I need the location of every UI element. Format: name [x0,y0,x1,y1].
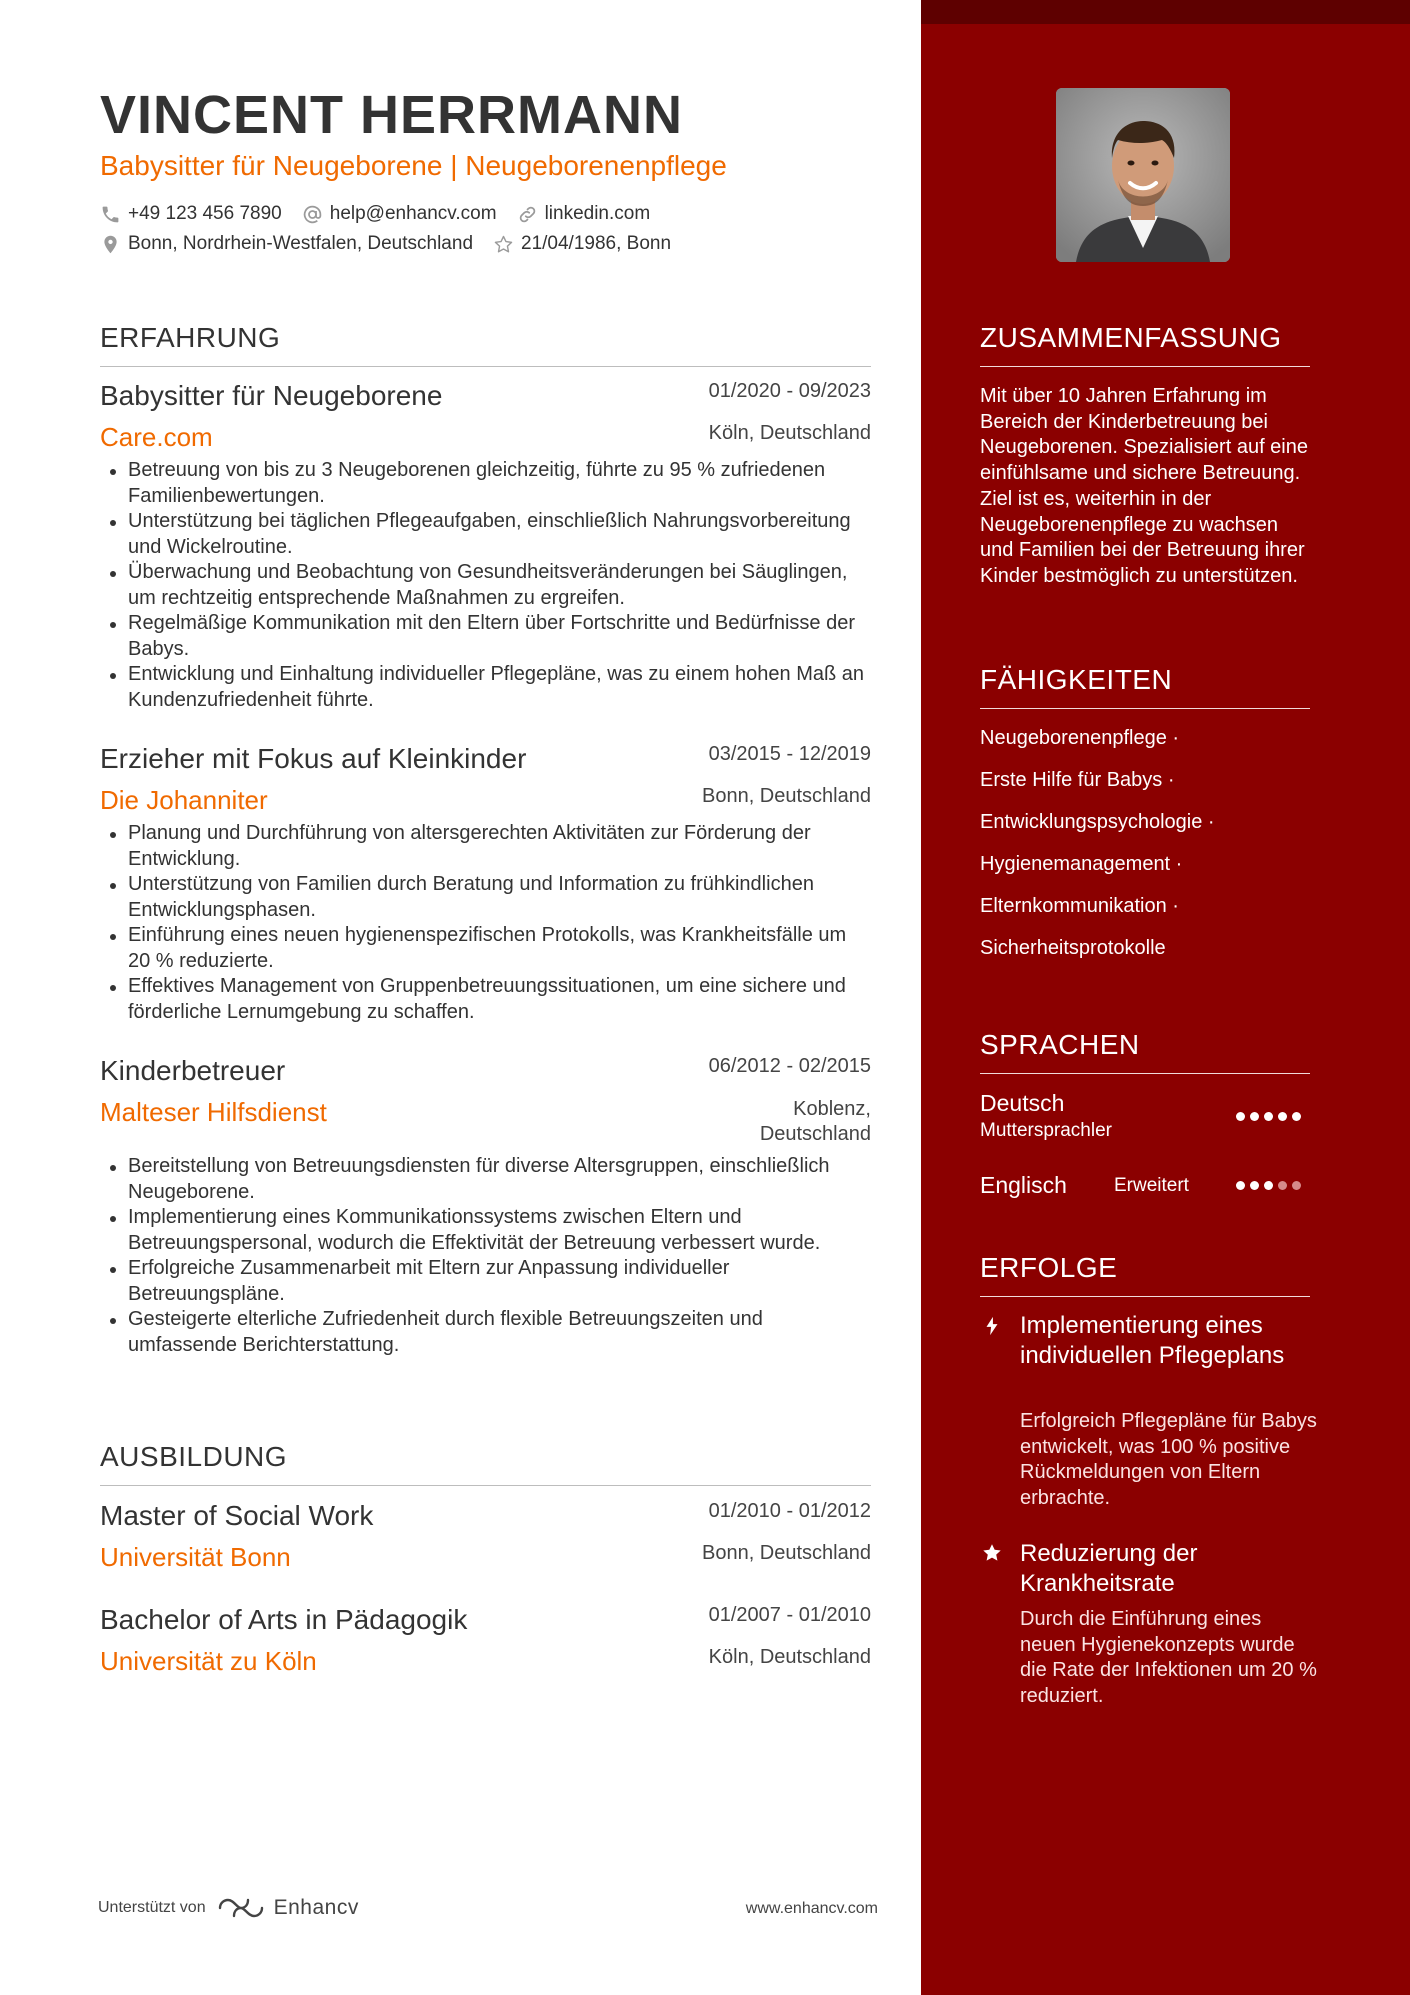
footer-website[interactable]: www.enhancv.com [745,1900,878,1917]
language-rating [1236,1112,1306,1121]
at-icon [302,204,323,225]
star-icon [981,1542,1003,1564]
education-section-title: AUSBILDUNG [100,1441,871,1486]
phone-icon [100,204,121,225]
star-outline-icon [493,234,514,255]
linkedin-text: linkedin.com [544,203,651,224]
job-bullet: Unterstützung von Familien durch Beratung und Information zu frühkindlichen Entwicklungsphasen. [100,872,871,923]
job-company: Malteser Hilfsdienst [100,1097,327,1127]
job-bullet: Überwachung und Beobachtung von Gesundheitsveränderungen bei Säuglingen, um rechtzeitig entsprechende Maßnahmen zu ergreifen. [100,560,871,611]
language-name: Deutsch [980,1090,1065,1116]
degree-title: Master of Social Work [100,1500,374,1531]
skill-item: Neugeborenenpflege · [980,727,1180,749]
achievement-title: Implementierung eines individuellen Pflegeplans [1020,1312,1285,1369]
achievements-section-title: ERFOLGE [980,1252,1310,1297]
skills-section-title: FÄHIGKEITEN [980,664,1310,709]
profile-photo-image [1056,88,1230,262]
achievement-title: Reduzierung der Krankheitsrate [1020,1540,1198,1597]
language-name: Englisch [980,1172,1067,1198]
enhancv-logo-icon [216,1895,266,1921]
sidebar-top-band [921,0,1410,24]
job-2 [100,743,871,1025]
job-bullet: Betreuung von bis zu 3 Neugeborenen gleichzeitig, führte zu 95 % zufriedenen Familienbewertungen. [100,458,871,509]
school-location: Bonn, Deutschland [701,1542,871,1564]
job-title: Erzieher mit Fokus auf Kleinkinder [100,743,527,774]
job-location: Koblenz, Deutschland [759,1098,871,1145]
birth-text: 21/04/1986, Bonn [521,233,672,254]
language-rating [1236,1181,1306,1190]
phone-text: +49 123 456 7890 [128,203,282,224]
skill-item: Sicherheitsprotokolle [980,937,1166,959]
experience-section-title: ERFAHRUNG [100,322,871,367]
job-bullet: Bereitstellung von Betreuungsdiensten für diverse Altersgruppen, einschließlich Neugeborene. [100,1154,871,1205]
job-location: Bonn, Deutschland [701,785,871,807]
education-date: 01/2010 - 01/2012 [708,1500,871,1522]
job-bullets [100,458,871,713]
job-company: Die Johanniter [100,785,268,815]
skill-item: Erste Hilfe für Babys · [980,769,1175,791]
job-title: Kinderbetreuer [100,1055,286,1086]
rating-dot-filled [1264,1181,1273,1190]
summary-section-title: ZUSAMMENFASSUNG [980,322,1310,367]
location-text: Bonn, Nordrhein-Westfalen, Deutschland [128,233,474,254]
contact-location [100,233,473,255]
job-bullet: Erfolgreiche Zusammenarbeit mit Eltern zur Anpassung individueller Betreuungspläne. [100,1256,871,1307]
contact-birth [493,233,671,255]
job-company: Care.com [100,422,213,452]
skill-item: Hygienemanagement · [980,853,1183,875]
job-bullet: Einführung eines neuen hygienenspezifischen Protokolls, was Krankheitsfälle um 20 % reduzierte. [100,923,871,974]
job-date: 03/2015 - 12/2019 [708,743,871,765]
job-date: 06/2012 - 02/2015 [708,1055,871,1077]
job-bullets [100,1154,871,1358]
achievement-text: Erfolgreich Pflegepläne für Babys entwickelt, was 100 % positive Rückmeldungen von Eltern erbrachte. [1020,1410,1317,1510]
job-location: Köln, Deutschland [708,422,871,444]
rating-dot-filled [1250,1181,1259,1190]
language-level: Muttersprachler [980,1120,1112,1141]
bolt-icon [981,1315,1003,1337]
email-text: help@enhancv.com [329,203,497,224]
school-name: Universität Bonn [100,1542,291,1572]
job-bullet: Entwicklung und Einhaltung individueller Pflegepläne, was zu einem hohen Maß an Kundenzufriedenheit führte. [100,662,871,713]
link-icon [517,204,538,225]
languages-section-title: SPRACHEN [980,1029,1310,1074]
skill-item: Entwicklungspsychologie · [980,811,1215,833]
footer-powered-by [98,1895,359,1921]
rating-dot-filled [1292,1112,1301,1121]
job-bullet: Implementierung eines Kommunikationssystems zwischen Eltern und Betreuungspersonal, wodurch die Effektivität der Betreuung verbessert wurde. [100,1205,871,1256]
job-date: 01/2020 - 09/2023 [708,380,871,402]
job-bullet: Gesteigerte elterliche Zufriedenheit durch flexible Betreuungszeiten und umfassende Berichterstattung. [100,1307,871,1358]
education-item-1 [100,1500,871,1578]
job-bullet: Effektives Management von Gruppenbetreuungssituationen, um eine sichere und förderliche Lernumgebung zu schaffen. [100,974,871,1025]
language-level: Erweitert [1114,1175,1189,1196]
job-bullet: Unterstützung bei täglichen Pflegeaufgaben, einschließlich Nahrungsvorbereitung und Wickelroutine. [100,509,871,560]
rating-dot-empty [1292,1181,1301,1190]
job-title: Babysitter für Neugeborene [100,380,443,411]
job-bullets [100,821,871,1025]
contact-linkedin[interactable] [517,203,651,225]
skill-item: Elternkommunikation · [980,895,1179,917]
education-item-2 [100,1604,871,1682]
rating-dot-empty [1278,1181,1287,1190]
school-location: Köln, Deutschland [708,1646,871,1668]
enhancv-brand: Enhancv [273,1896,359,1919]
school-name: Universität zu Köln [100,1646,317,1676]
rating-dot-filled [1264,1112,1273,1121]
job-1 [100,380,871,713]
summary-text: Mit über 10 Jahren Erfahrung im Bereich der Kinderbetreuung bei Neugeborenen. Spezialisiert auf eine einfühlsame und sichere Betreuung. Ziel ist es, weiterhin in der Neugeborenenpflege zu wachsen und Familien bei der Betreuung ihrer Kinder bestmöglich zu unterstützen. [980,385,1308,587]
rating-dot-filled [1250,1112,1259,1121]
job-3 [100,1055,871,1358]
contact-row-1 [100,203,670,225]
contact-email[interactable] [302,203,497,225]
job-bullet: Planung und Durchführung von altersgerechten Aktivitäten zur Förderung der Entwicklung. [100,821,871,872]
achievement-text: Durch die Einführung eines neuen Hygienekonzepts wurde die Rate der Infektionen um 20 % reduziert. [1020,1608,1317,1708]
contact-phone [100,203,282,225]
candidate-name: VINCENT HERRMANN [100,85,683,145]
candidate-headline: Babysitter für Neugeborene | Neugeborenenpflege [100,150,727,181]
powered-by-text: Unterstützt von [98,1899,206,1916]
contact-row-2 [100,233,691,255]
education-date: 01/2007 - 01/2010 [708,1604,871,1626]
profile-photo [1056,88,1230,262]
job-bullet: Regelmäßige Kommunikation mit den Eltern über Fortschritte und Bedürfnisse der Babys. [100,611,871,662]
rating-dot-filled [1278,1112,1287,1121]
degree-title: Bachelor of Arts in Pädagogik [100,1604,468,1635]
location-pin-icon [100,234,121,255]
rating-dot-filled [1236,1112,1245,1121]
rating-dot-filled [1236,1181,1245,1190]
